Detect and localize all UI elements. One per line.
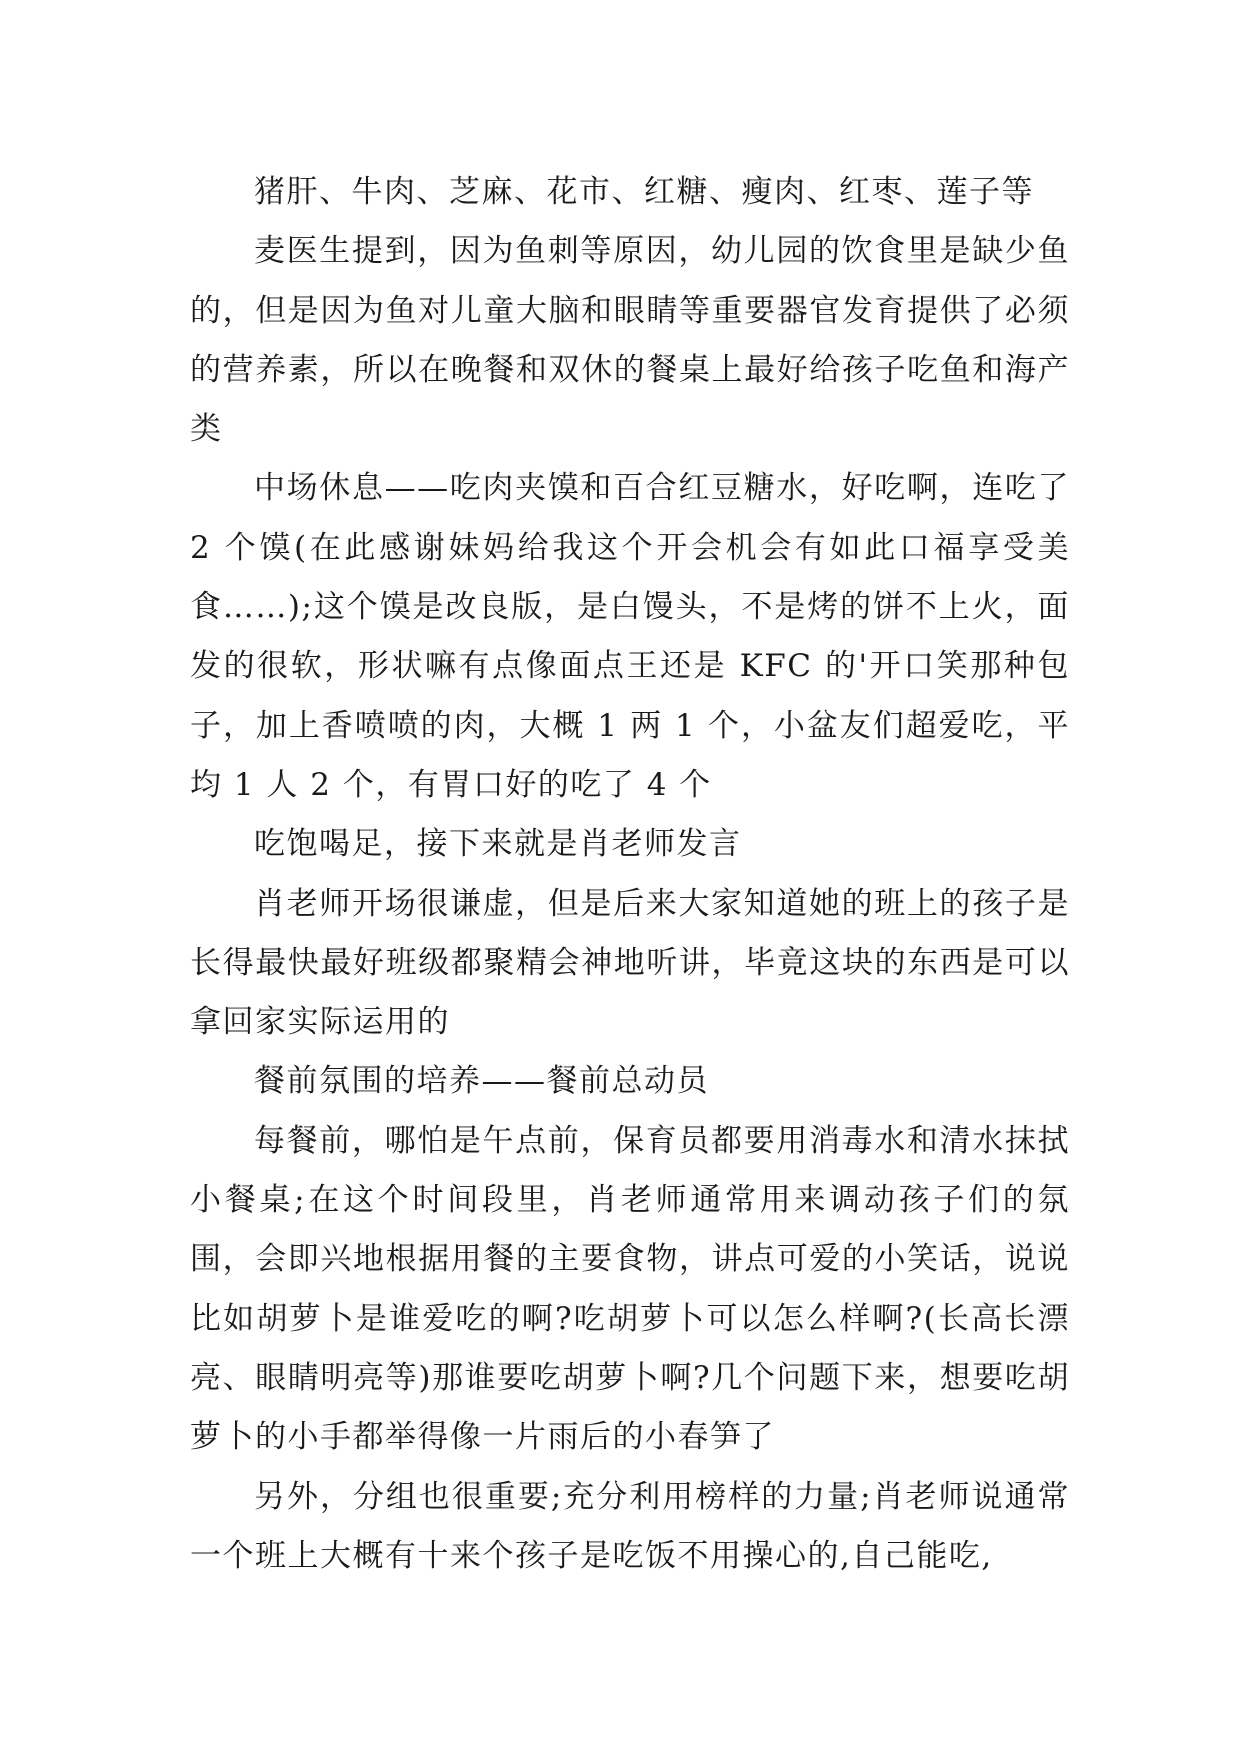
- paragraph: 麦医生提到，因为鱼刺等原因，幼儿园的饮食里是缺少鱼的，但是因为鱼对儿童大脑和眼睛等重要器官发育提供了必须的营养素，所以在晚餐和双休的餐桌上最好给孩子吃鱼和海产类: [190, 233, 1070, 448]
- paragraph: 吃饱喝足，接下来就是肖老师发言: [254, 826, 742, 863]
- body-text: [190, 163, 1070, 1586]
- paragraph: 中场休息——吃肉夹馍和百合红豆糖水，好吃啊，连吃了 2 个馍(在此感谢妹妈给我这个开会机会有如此口福享受美食……);这个馍是改良版，是白馒头，不是烤的饼不上火，面发的很软，形状嘛有点像面点王还是 KFC 的'开口笑那种包子，加上香喷喷的肉，大概 1 两 1 个，小盆友们超爱吃，平均 1 人 2 个，有胃口好的吃了 4 个: [190, 470, 1070, 803]
- paragraph: 餐前氛围的培养——餐前总动员: [254, 1063, 709, 1100]
- paragraph: 每餐前，哪怕是午点前，保育员都要用消毒水和清水抹拭小餐桌;在这个时间段里，肖老师通常用来调动孩子们的氛围，会即兴地根据用餐的主要食物，讲点可爱的小笑话，说说比如胡萝卜是谁爱吃的啊?吃胡萝卜可以怎么样啊?(长高长漂亮、眼睛明亮等)那谁要吃胡萝卜啊?几个问题下来，想要吃胡萝卜的小手都举得像一片雨后的小春笋了: [190, 1122, 1070, 1456]
- paragraph: 猪肝、牛肉、芝麻、花市、红糖、瘦肉、红枣、莲子等: [254, 174, 1034, 210]
- paragraph: 肖老师开场很谦虚，但是后来大家知道她的班上的孩子是长得最快最好班级都聚精会神地听讲，毕竟这块的东西是可以拿回家实际运用的: [190, 885, 1070, 1041]
- paragraph: 另外，分组也很重要;充分利用榜样的力量;肖老师说通常一个班上大概有十来个孩子是吃饭不用操心的,自己能吃,: [190, 1478, 1070, 1574]
